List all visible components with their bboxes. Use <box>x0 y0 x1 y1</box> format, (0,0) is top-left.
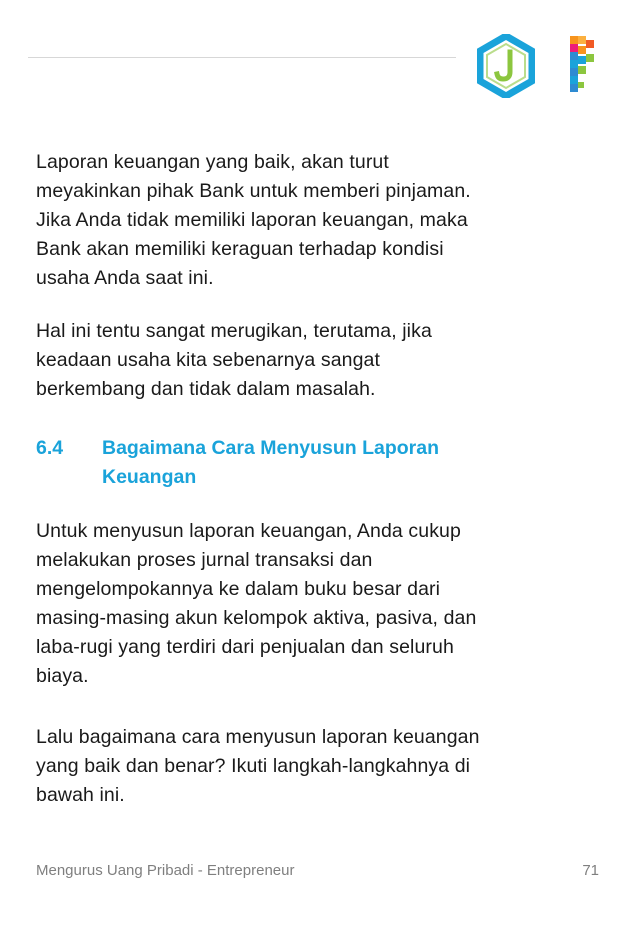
footer-page-number: 71 <box>582 862 599 879</box>
pixel-f-logo-icon <box>566 34 598 98</box>
paragraph-disadvantage: Hal ini tentu sangat merugikan, terutama, jika keadaan usaha kita sebenarnya sangat berkembang dan tidak dalam masalah. <box>36 320 432 400</box>
hexagon-j-logo-icon <box>477 34 535 98</box>
section-title: Bagaimana Cara Menyusun Laporan Keuangan <box>102 437 440 488</box>
section-number: 6.4 <box>36 437 64 459</box>
footer-book-title: Mengurus Uang Pribadi - Entrepreneur <box>36 862 295 879</box>
paragraph-steps-intro: Lalu bagaimana cara menyusun laporan keuangan yang baik dan benar? Ikuti langkah-langkahnya di bawah ini. <box>36 726 480 806</box>
header-divider <box>28 57 456 58</box>
paragraph-how-to-prepare: Untuk menyusun laporan keuangan, Anda cukup melakukan proses jurnal transaksi dan mengelompokannya ke dalam buku besar dari masing-masing akun kelompok aktiva, pasiva, dan laba-rugi yang terdiri dari penjualan dan seluruh biaya. <box>36 520 477 687</box>
paragraph-bank-confidence: Laporan keuangan yang baik, akan turut meyakinkan pihak Bank untuk memberi pinjaman. Jika Anda tidak memiliki laporan keuangan, maka Bank akan memiliki keraguan terhadap kondisi usaha Anda saat ini. <box>36 151 471 289</box>
